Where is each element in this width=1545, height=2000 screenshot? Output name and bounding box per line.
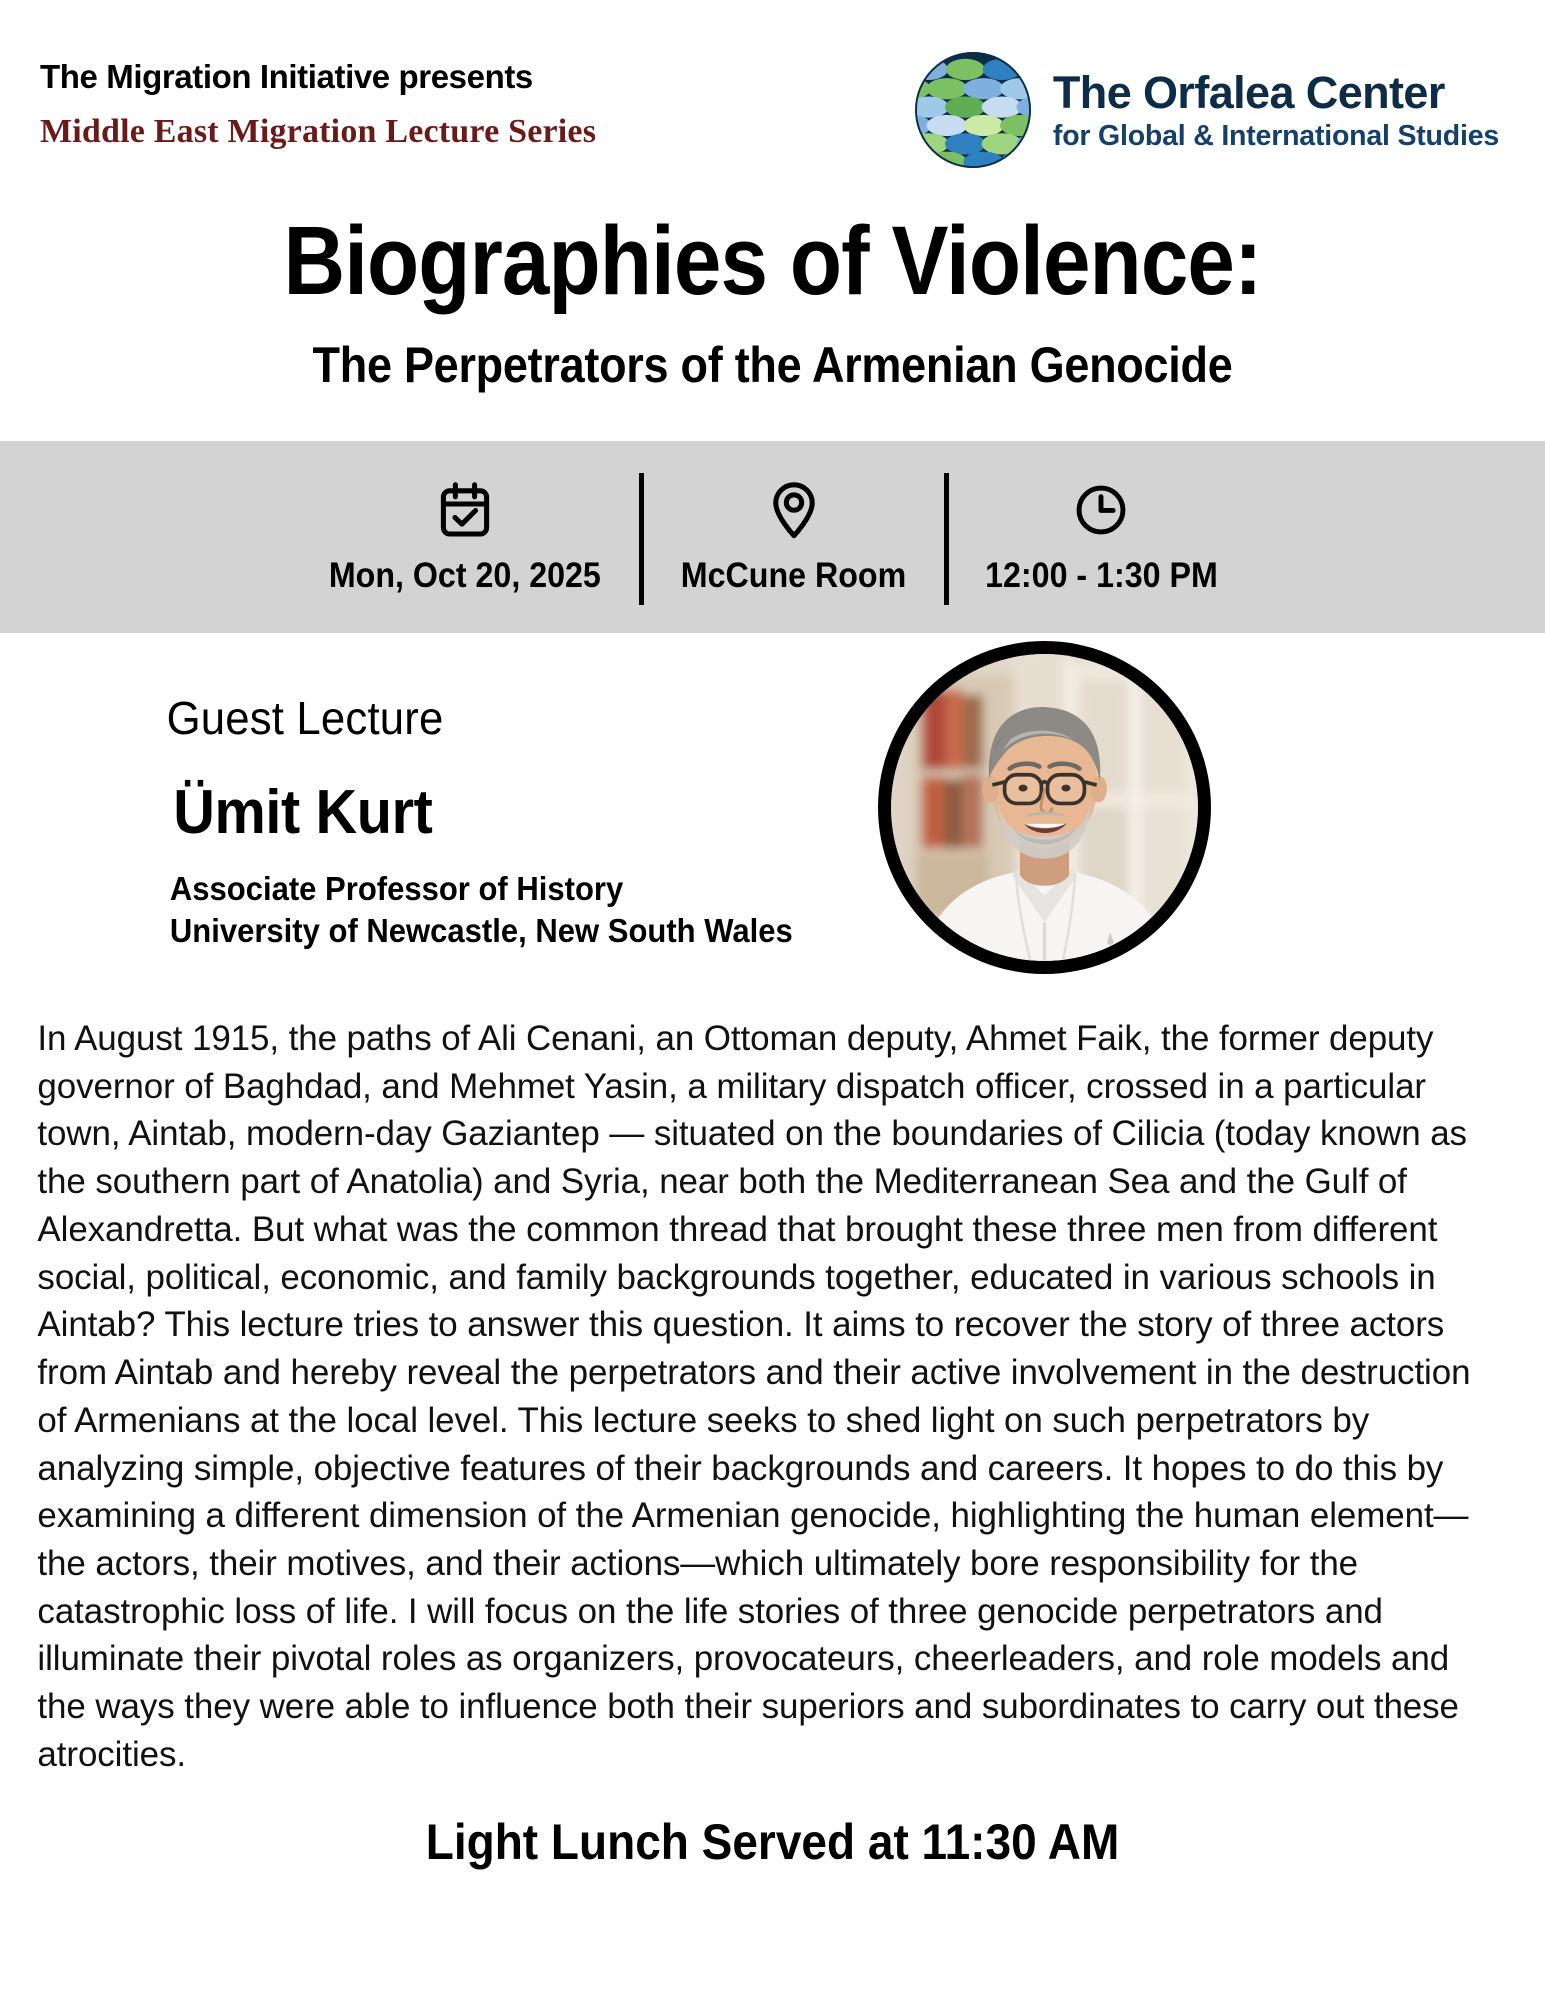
title-block (0, 206, 1545, 393)
header-left (40, 48, 596, 151)
event-date-cell (291, 478, 639, 596)
orfalea-center-logo-block (915, 48, 1499, 168)
lecture-series-name: Middle East Migration Lecture Series (40, 113, 597, 150)
initiative-presents-line: The Migration Initiative presents (40, 58, 533, 95)
abstract-text: In August 1915, the paths of Ali Cenani, an Ottoman deputy, Ahmet Faik, the former deputy governor of Baghdad, and Mehmet Yasin, a military dispatch officer, crossed in a particular town, Aintab, modern-day Gaziantep — situated on the boundaries of Cilicia (today known as the southern part of Anatolia) and Syria, near both the Mediterranean Sea and the Gulf of Alexandretta. But what was the common thread that brought these three men from different social, political, economic, and family backgrounds together, educated in various schools in Aintab? This lecture tries to answer this question. It aims to recover the story of three actors from Aintab and hereby reveal the perpetrators and their active involvement in the destruction of Armenians at the local level. This lecture seeks to shed light on such perpetrators by analyzing simple, objective features of their backgrounds and careers. It hopes to do this by examining a different dimension of the Armenian genocide, highlighting the human element—the actors, their motives, and their actions—which ultimately bore responsibility for the catastrophic loss of life. I will focus on the life stories of three genocide perpetrators and illuminate their pivotal roles as organizers, provocateurs, cheerleaders, and role models and the ways they were able to influence both their superiors and subordinates to carry out these atrocities. (37, 1017, 1471, 1774)
orfalea-center-wordmark (1052, 66, 1499, 152)
orfalea-center-subtitle: for Global & International Studies (1052, 119, 1499, 152)
event-location-cell (644, 478, 944, 596)
speaker-portrait (891, 654, 1198, 961)
speaker-info (0, 681, 813, 952)
speaker-affiliation-line2: University of Newcastle, New South Wales (169, 912, 793, 950)
speaker-portrait-ring (878, 641, 1211, 974)
location-pin-icon (770, 478, 818, 542)
page-subtitle: The Perpetrators of the Armenian Genocide (312, 336, 1233, 393)
event-details-bar (0, 441, 1545, 633)
orfalea-center-title: The Orfalea Center (1052, 66, 1445, 118)
speaker-affiliation (170, 868, 793, 952)
speaker-name: Ümit Kurt (173, 777, 433, 847)
event-time-cell (949, 478, 1254, 596)
event-time-value: 12:00 - 1:30 PM (984, 555, 1218, 595)
speaker-section (0, 633, 1545, 963)
orfalea-center-logo-icon (915, 52, 1031, 168)
event-date-value: Mon, Oct 20, 2025 (329, 555, 602, 595)
page-title: Biographies of Violence: (283, 206, 1262, 315)
lunch-note: Light Lunch Served at 11:30 AM (425, 1813, 1120, 1870)
event-location-value: McCune Room (681, 555, 907, 595)
calendar-check-icon (436, 478, 494, 542)
guest-lecture-kicker: Guest Lecture (166, 691, 444, 744)
clock-icon (1073, 478, 1129, 542)
speaker-affiliation-line1: Associate Professor of History (169, 869, 624, 907)
poster-header (0, 0, 1545, 190)
